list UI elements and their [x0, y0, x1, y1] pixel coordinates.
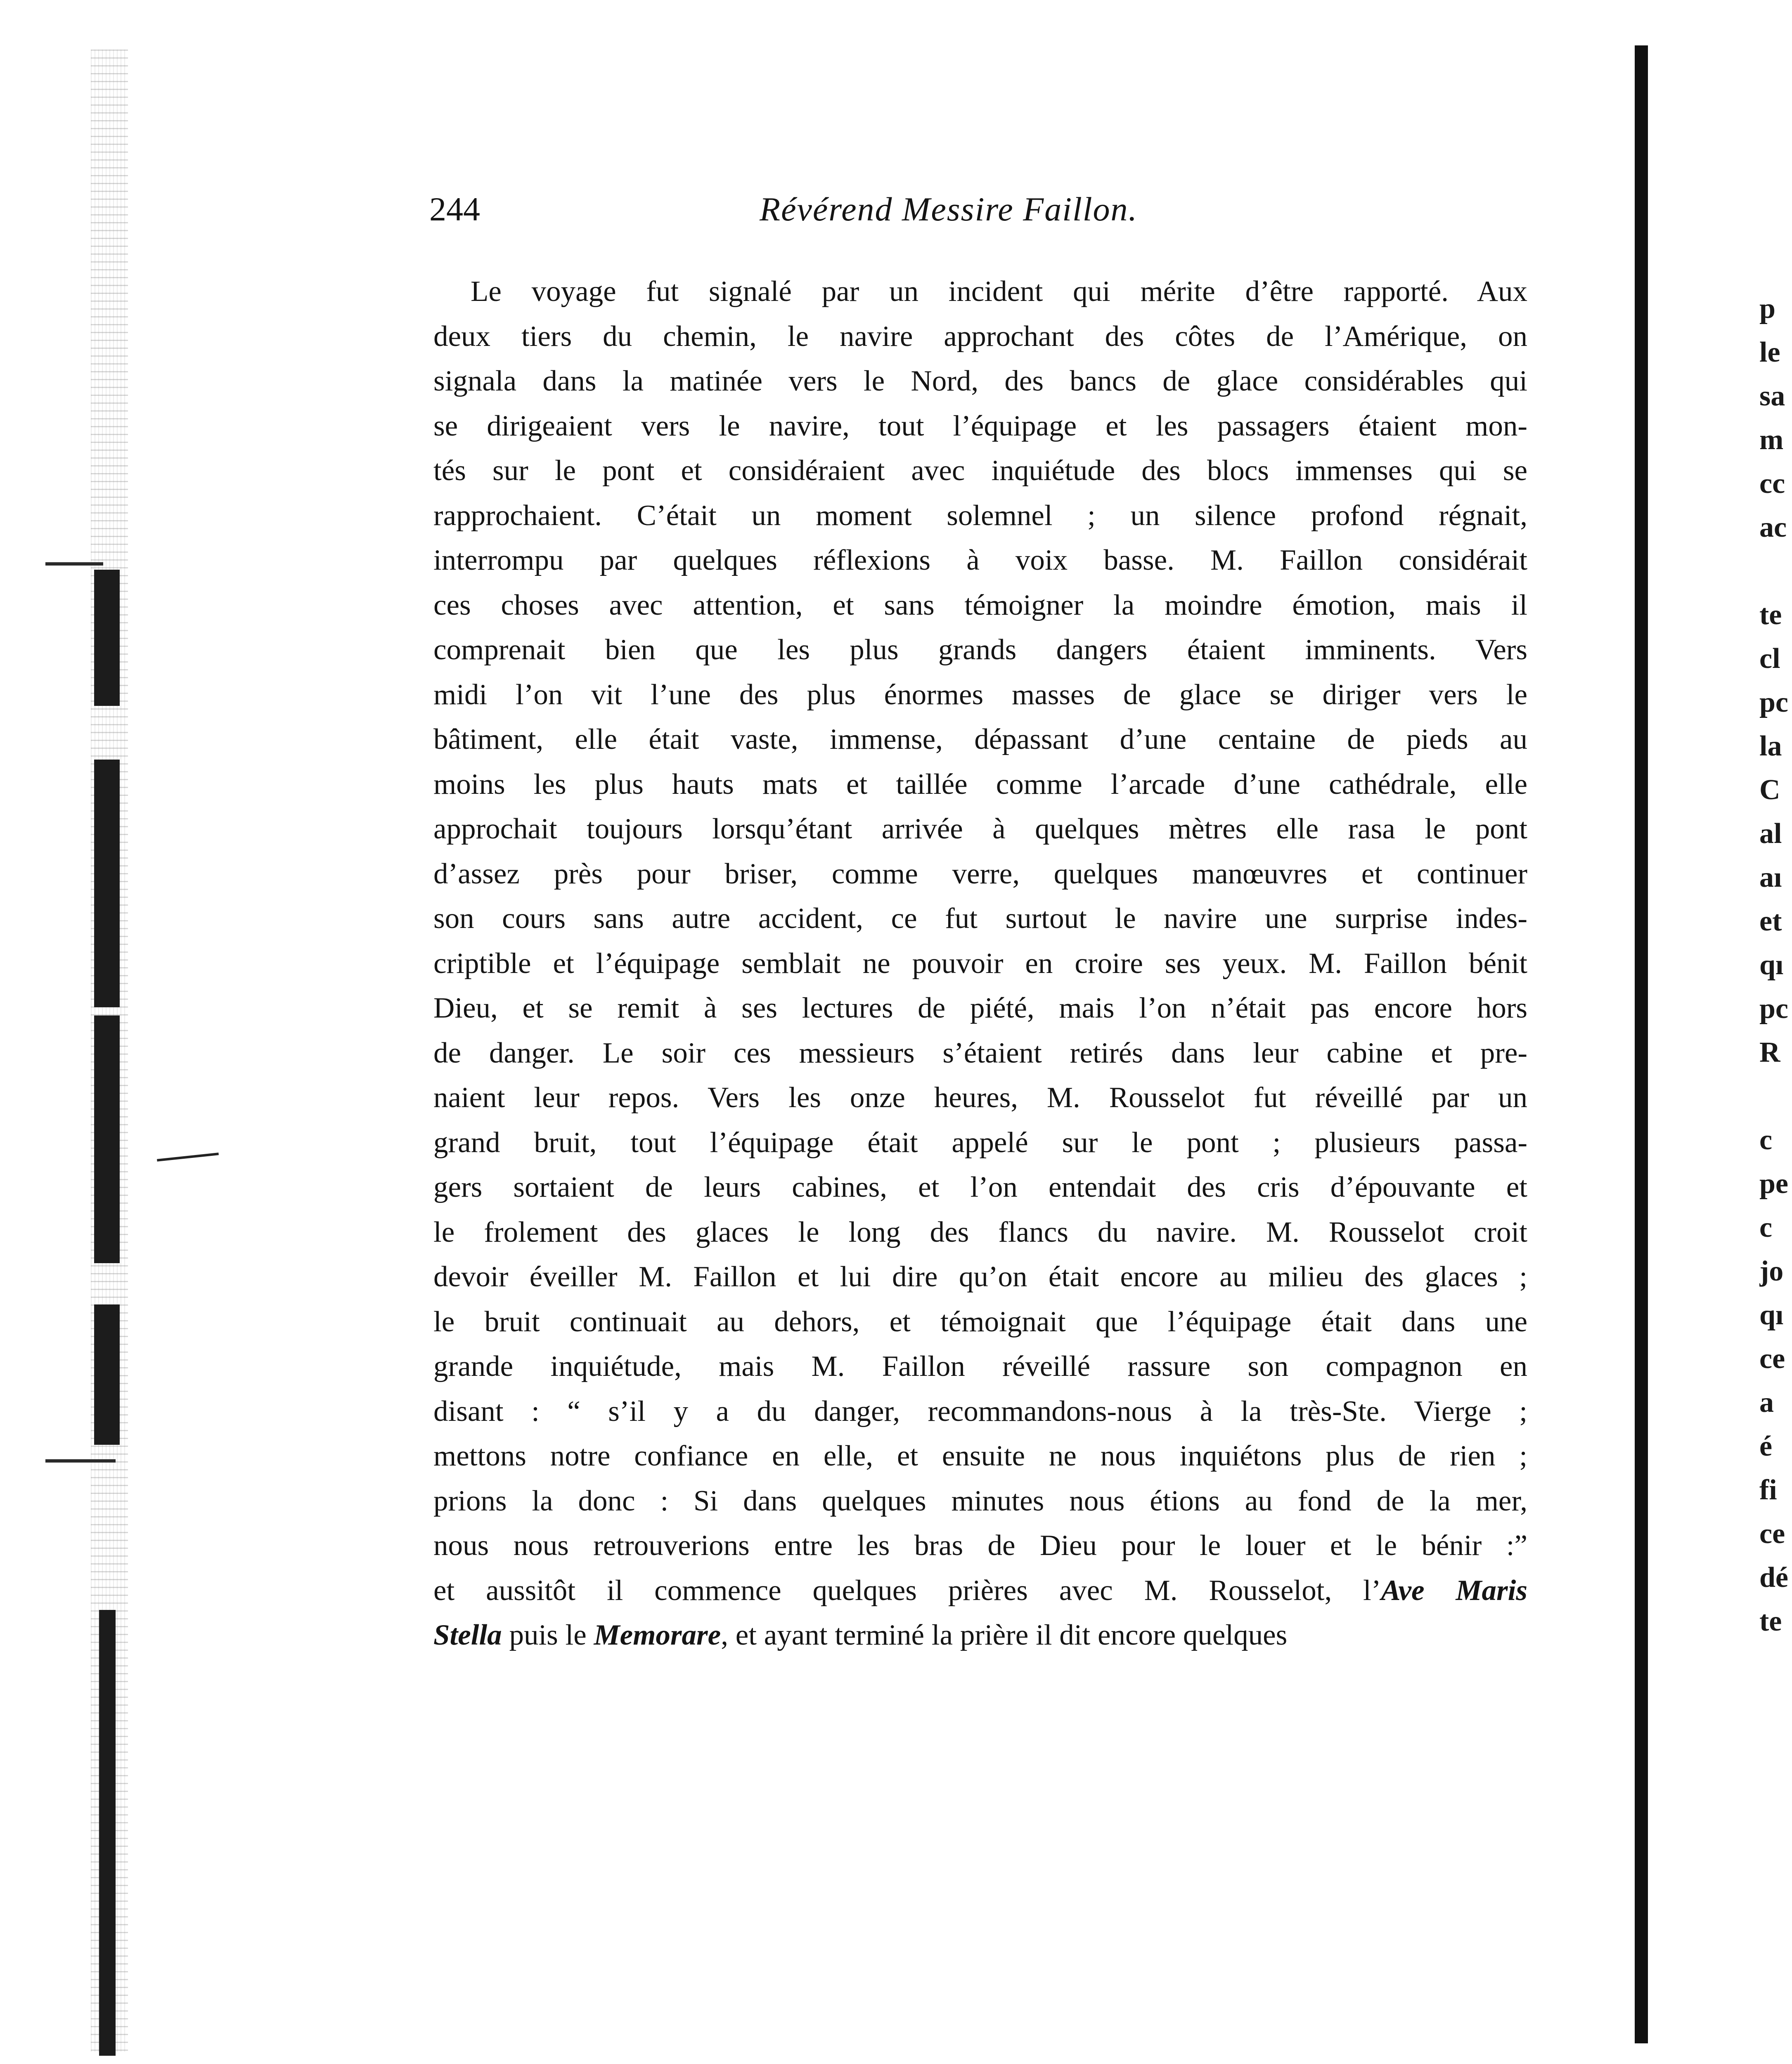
bleed-fragment: sa — [1759, 380, 1785, 412]
bleed-fragment: é — [1759, 1430, 1773, 1462]
text-line-segment: puis le — [502, 1619, 594, 1651]
bleed-fragment: ac — [1759, 511, 1787, 543]
bleed-fragment: et — [1759, 905, 1782, 937]
bleed-fragment: pc — [1759, 686, 1788, 718]
bleed-fragment: qı — [1759, 949, 1784, 981]
bleed-fragment: aı — [1759, 862, 1782, 893]
italic-phrase: Stella — [433, 1619, 502, 1651]
running-title: Révérend Messire Faillon. — [760, 190, 1138, 228]
bleed-fragment: la — [1759, 730, 1782, 762]
text-line: rapprochaient. C’était un moment solemnel ; un silence profond régnait, — [433, 499, 1527, 532]
bleed-fragment: p — [1759, 293, 1775, 324]
text-line-segment: , et ayant terminé la prière il dit encore quelques — [721, 1619, 1288, 1651]
text-line: grand bruit, tout l’équipage était appelé sur le pont ; plusieurs passa- — [433, 1126, 1527, 1159]
text-line: criptible et l’équipage semblait ne pouvoir en croire ses yeux. M. Faillon bénit — [433, 947, 1527, 980]
text-line: naient leur repos. Vers les onze heures, M. Rousselot fut réveillé par un — [433, 1082, 1527, 1114]
bleed-fragment: te — [1759, 1605, 1782, 1637]
bleed-fragment: jo — [1759, 1255, 1784, 1287]
bleed-fragment: m — [1759, 424, 1784, 456]
text-line: se dirigeaient vers le navire, tout l’équipage et les passagers étaient mon- — [433, 409, 1527, 442]
bleed-fragment: le — [1759, 336, 1780, 368]
bleed-fragment: a — [1759, 1387, 1774, 1418]
text-line: le frolement des glaces le long des flancs du navire. M. Rousselot croit — [433, 1216, 1527, 1248]
body-paragraph — [433, 269, 1527, 1658]
italic-phrase: Memorare — [594, 1619, 721, 1651]
bleed-fragment — [1759, 1075, 1792, 1118]
bleed-fragment: ce — [1759, 1518, 1785, 1550]
bleed-fragment: c — [1759, 1212, 1773, 1243]
text-line-segment: et aussitôt il commence quelques prières avec M. Rousselot, l’ — [433, 1574, 1381, 1607]
text-line: tés sur le pont et considéraient avec inquiétude des blocs immenses qui se — [433, 454, 1527, 487]
text-line — [433, 1613, 1527, 1658]
text-line: interrompu par quelques réflexions à voix basse. M. Faillon considérait — [433, 544, 1527, 576]
page-number: 244 — [429, 190, 480, 228]
text-line: approchait toujours lorsqu’étant arrivée à quelques mètres elle rasa le pont — [433, 813, 1527, 845]
text-line: deux tiers du chemin, le navire approchant des côtes de l’Amérique, on — [433, 320, 1527, 353]
text-line: signala dans la matinée vers le Nord, des bancs de glace considérables qui — [433, 365, 1527, 397]
binding-shadow — [99, 1610, 116, 2056]
bleed-fragment: pe — [1759, 1168, 1788, 1200]
facing-page-bleed — [1759, 287, 1792, 1643]
bleed-fragment: cc — [1759, 468, 1785, 499]
text-line: gers sortaient de leurs cabines, et l’on entendait des cris d’épouvante et — [433, 1171, 1527, 1203]
text-line: Le voyage fut signalé par un incident qui mérite d’être rapporté. Aux — [471, 275, 1527, 308]
text-line: devoir éveiller M. Faillon et lui dire qu’on était encore au milieu des glaces ; — [433, 1261, 1527, 1293]
text-line: midi l’on vit l’une des plus énormes masses de glace se diriger vers le — [433, 678, 1527, 711]
text-line: moins les plus hauts mats et taillée comme l’arcade d’une cathédrale, elle — [433, 768, 1527, 800]
binding-shadow — [94, 570, 120, 706]
scan-line-mark — [45, 562, 103, 566]
bleed-fragment: ce — [1759, 1343, 1785, 1375]
bleed-fragment: pc — [1759, 993, 1788, 1025]
binding-shadow — [94, 1304, 120, 1445]
scan-line-mark — [45, 1459, 116, 1463]
bleed-fragment: te — [1759, 599, 1782, 631]
bleed-fragment: R — [1759, 1037, 1780, 1068]
bleed-fragment: fi — [1759, 1474, 1777, 1506]
running-header — [429, 182, 1532, 235]
bleed-fragment: cl — [1759, 643, 1780, 675]
page-edge-shadow — [1635, 45, 1648, 2043]
binding-shadow — [94, 760, 120, 1007]
binding-shadow — [94, 1015, 120, 1263]
text-line: d’assez près pour briser, comme verre, quelques manœuvres et continuer — [433, 857, 1527, 890]
text-line: disant : “ s’il y a du danger, recommandons-nous à la très-Ste. Vierge ; — [433, 1395, 1527, 1427]
text-line: bâtiment, elle était vaste, immense, dépassant d’une centaine de pieds au — [433, 723, 1527, 755]
italic-phrase: Ave Maris — [1381, 1574, 1527, 1607]
text-line: nous nous retrouverions entre les bras de Dieu pour le louer et le bénir :” — [433, 1529, 1527, 1562]
bleed-fragment: C — [1759, 774, 1780, 806]
text-line: grande inquiétude, mais M. Faillon réveillé rassure son compagnon en — [433, 1350, 1527, 1382]
text-line: son cours sans autre accident, ce fut surtout le navire une surprise indes- — [433, 902, 1527, 935]
text-line: Dieu, et se remit à ses lectures de piété, mais l’on n’était pas encore hors — [433, 992, 1527, 1024]
bleed-fragment: al — [1759, 818, 1782, 850]
text-line: prions la donc : Si dans quelques minutes nous étions au fond de la mer, — [433, 1484, 1527, 1517]
text-line: mettons notre confiance en elle, et ensuite ne nous inquiétons plus de rien ; — [433, 1440, 1527, 1472]
text-line: de danger. Le soir ces messieurs s’étaient retirés dans leur cabine et pre- — [433, 1037, 1527, 1069]
bleed-fragment: dé — [1759, 1562, 1788, 1593]
bleed-fragment — [1759, 549, 1792, 593]
text-line: comprenait bien que les plus grands dangers étaient imminents. Vers — [433, 634, 1527, 666]
text-line — [433, 1568, 1527, 1613]
stray-dash-mark — [157, 1153, 219, 1162]
bleed-fragment: c — [1759, 1124, 1773, 1156]
text-line: le bruit continuait au dehors, et témoignait que l’équipage était dans une — [433, 1305, 1527, 1338]
bleed-fragment: qı — [1759, 1299, 1784, 1331]
text-line: ces choses avec attention, et sans témoigner la moindre émotion, mais il — [433, 589, 1527, 621]
